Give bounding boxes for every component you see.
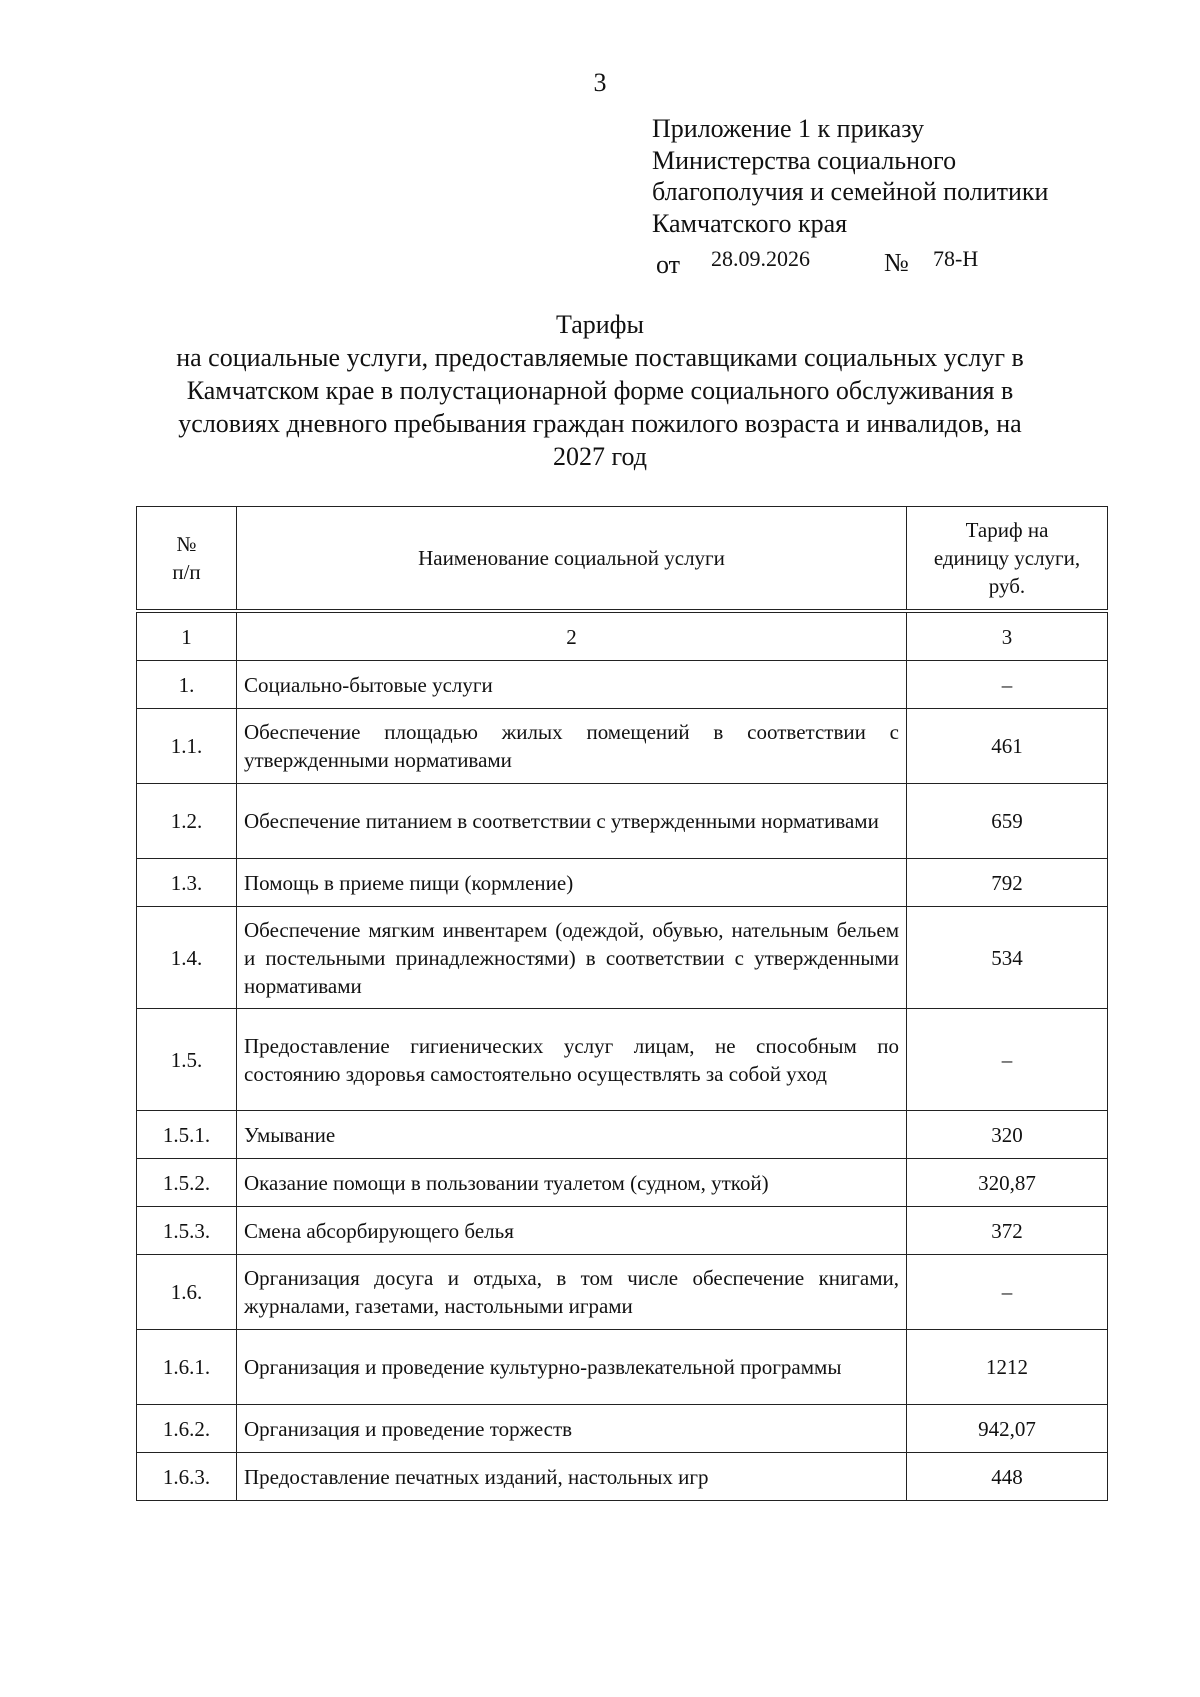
title-line: Тарифы bbox=[555, 310, 644, 339]
table-header-row bbox=[137, 507, 1108, 612]
appendix-line: Камчатского края bbox=[652, 208, 848, 238]
table-row bbox=[137, 1207, 1108, 1255]
table-row bbox=[137, 1405, 1108, 1453]
service-name: Смена абсорбирующего белья bbox=[237, 1207, 907, 1255]
service-name: Организация и проведение торжеств bbox=[237, 1405, 907, 1453]
service-number: 1.1. bbox=[137, 709, 237, 784]
tariff-value: 461 bbox=[907, 709, 1108, 784]
table-row bbox=[137, 1009, 1108, 1111]
service-name: Оказание помощи в пользовании туалетом (судном, уткой) bbox=[237, 1159, 907, 1207]
page-number: 3 bbox=[593, 68, 607, 97]
service-number: 1.3. bbox=[137, 859, 237, 907]
tariff-value: 448 bbox=[907, 1453, 1108, 1501]
table-row bbox=[137, 1111, 1108, 1159]
tariff-value: – bbox=[907, 1009, 1108, 1111]
tariff-value: 942,07 bbox=[907, 1405, 1108, 1453]
service-name: Обеспечение мягким инвентарем (одеждой, обувью, нательным бельем и постельными принадлежностями) в соответствии с утвержденными нормативами bbox=[237, 907, 907, 1009]
tariff-value: 320,87 bbox=[907, 1159, 1108, 1207]
document-title bbox=[150, 308, 1050, 473]
service-name: Умывание bbox=[237, 1111, 907, 1159]
table-row bbox=[137, 1159, 1108, 1207]
service-name: Обеспечение площадью жилых помещений в соответствии с утвержденными нормативами bbox=[237, 709, 907, 784]
header-num-line: п/п bbox=[172, 560, 201, 584]
service-number: 1.6.2. bbox=[137, 1405, 237, 1453]
table-row bbox=[137, 1255, 1108, 1330]
service-name: Организация и проведение культурно-развлекательной программы bbox=[237, 1330, 907, 1405]
title-line: 2027 год bbox=[553, 442, 647, 471]
header-tariff bbox=[907, 507, 1108, 612]
tariff-value: 1212 bbox=[907, 1330, 1108, 1405]
column-number: 1 bbox=[137, 611, 237, 661]
header-tariff-line: руб. bbox=[988, 574, 1026, 598]
appendix-line: Министерства социального bbox=[652, 145, 957, 175]
tariff-value: 372 bbox=[907, 1207, 1108, 1255]
title-line: на социальные услуги, предоставляемые поставщиками социальных услуг в bbox=[176, 343, 1024, 372]
header-tariff-line: единицу услуги, bbox=[933, 546, 1081, 570]
service-name: Социально-бытовые услуги bbox=[237, 661, 907, 709]
column-number: 3 bbox=[907, 611, 1108, 661]
order-number: 78-Н bbox=[933, 246, 979, 271]
service-number: 1.5.2. bbox=[137, 1159, 237, 1207]
service-name: Обеспечение питанием в соответствии с утвержденными нормативами bbox=[237, 784, 907, 859]
title-line: Камчатском крае в полустационарной форме социального обслуживания в bbox=[186, 376, 1014, 405]
tariffs-table bbox=[136, 506, 1108, 1501]
service-number: 1. bbox=[137, 661, 237, 709]
header-num-line: № bbox=[176, 532, 197, 556]
from-label: от bbox=[656, 250, 681, 279]
header-name: Наименование социальной услуги bbox=[237, 507, 907, 612]
column-number-row bbox=[137, 611, 1108, 661]
appendix-line: благополучия и семейной политики bbox=[652, 177, 1049, 206]
service-number: 1.6. bbox=[137, 1255, 237, 1330]
service-number: 1.2. bbox=[137, 784, 237, 859]
service-number: 1.4. bbox=[137, 907, 237, 1009]
table-row bbox=[137, 784, 1108, 859]
tariff-value: 534 bbox=[907, 907, 1108, 1009]
tariff-value: 320 bbox=[907, 1111, 1108, 1159]
appendix-block bbox=[652, 113, 1048, 239]
service-number: 1.5.1. bbox=[137, 1111, 237, 1159]
order-date: 28.09.2026 bbox=[711, 246, 810, 271]
table-row bbox=[137, 1453, 1108, 1501]
table-row bbox=[137, 907, 1108, 1009]
header-num bbox=[137, 507, 237, 612]
service-name: Предоставление печатных изданий, настольных игр bbox=[237, 1453, 907, 1501]
service-name: Помощь в приеме пищи (кормление) bbox=[237, 859, 907, 907]
tariff-value: 792 bbox=[907, 859, 1108, 907]
service-number: 1.5.3. bbox=[137, 1207, 237, 1255]
service-number: 1.6.1. bbox=[137, 1330, 237, 1405]
service-name: Организация досуга и отдыха, в том числе обеспечение книгами, журналами, газетами, настольными играми bbox=[237, 1255, 907, 1330]
number-label: № bbox=[884, 248, 909, 277]
appendix-line: Приложение 1 к приказу bbox=[652, 114, 925, 143]
tariff-value: – bbox=[907, 1255, 1108, 1330]
table-row bbox=[137, 661, 1108, 709]
column-number: 2 bbox=[237, 611, 907, 661]
tariff-value: – bbox=[907, 661, 1108, 709]
table-row bbox=[137, 859, 1108, 907]
service-number: 1.5. bbox=[137, 1009, 237, 1111]
title-line: условиях дневного пребывания граждан пожилого возраста и инвалидов, на bbox=[178, 409, 1022, 438]
header-tariff-line: Тариф на bbox=[965, 518, 1049, 542]
table-row bbox=[137, 709, 1108, 784]
tariff-value: 659 bbox=[907, 784, 1108, 859]
service-name: Предоставление гигиенических услуг лицам, не способным по состоянию здоровья самостоятельно осуществлять за собой уход bbox=[237, 1009, 907, 1111]
order-date-number-line bbox=[656, 246, 996, 280]
table-row bbox=[137, 1330, 1108, 1405]
service-number: 1.6.3. bbox=[137, 1453, 237, 1501]
